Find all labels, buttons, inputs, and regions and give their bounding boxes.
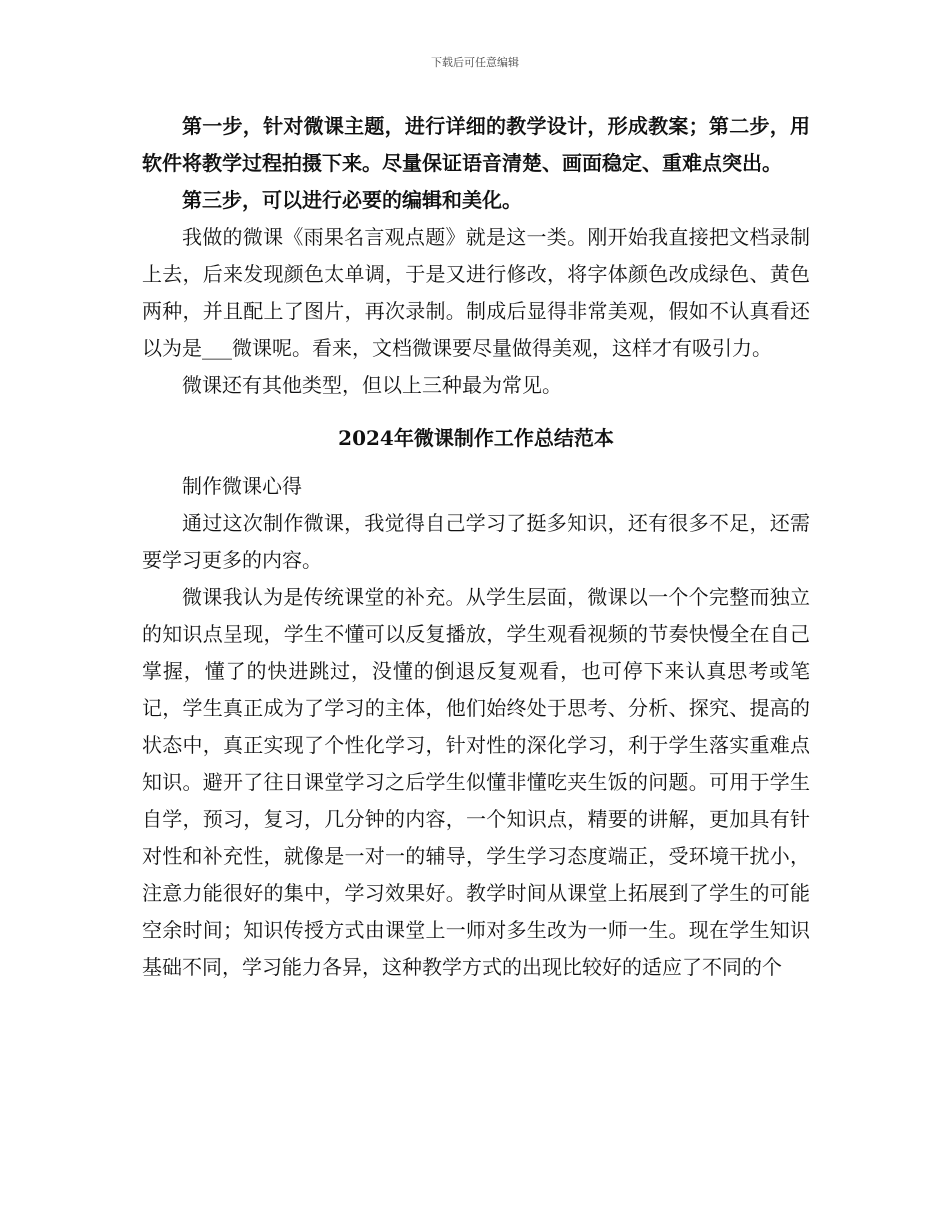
example-paragraph: 我做的微课《雨果名言观点题》就是这一类。刚开始我直接把文档录制上去，后来发现颜色太单调，于是又进行修改，将字体颜色改成绿色、黄色两种，并且配上了图片，再次录制。制成后显得非常美观，假如不认真看还以为是___微课呢。看来，文档微课要尽量做得美观，这样才有吸引力。 — [142, 225, 810, 360]
body-paragraph: 微课我认为是传统课堂的补充。从学生层面，微课以一个个完整而独立的知识点呈现，学生不懂可以反复播放，学生观看视频的节奏快慢全在自己掌握，懂了的快进跳过，没懂的倒退反复观看，也可停下来认真思考或笔记，学生真正成为了学习的主体，他们始终处于思考、分析、探究、提高的状态中，真正实现了个性化学习，针对性的深化学习，利于学生落实重难点知识。避开了往日课堂学习之后学生似懂非懂吃夹生饭的问题。可用于学生自学，预习，复习，几分钟的内容，一个知识点，精要的讲解，更加具有针对性和补充性，就像是一对一的辅导，学生学习态度端正，受环境干扰小，注意力能很好的集中，学习效果好。教学时间从课堂上拓展到了学生的可能空余时间；知识传授方式由课堂上一师对多生改为一师一生。现在学生知识基础不同，学习能力各异，这种教学方式的出现比较好的适应了不同的个 — [142, 585, 810, 979]
page-header-note: 下载后可任意编辑 — [431, 56, 519, 69]
step-three-paragraph: 第三步，可以进行必要的编辑和美化。 — [182, 188, 522, 212]
step-one-two-paragraph: 第一步，针对微课主题，进行详细的教学设计，形成教案；第二步，用软件将教学过程拍摄下来。尽量保证语音清楚、画面稳定、重难点突出。 — [142, 114, 810, 175]
intro-paragraph: 通过这次制作微课，我觉得自己学习了挺多知识，还有很多不足，还需要学习更多的内容。 — [142, 511, 810, 572]
section-title: 2024年微课制作工作总结范本 — [338, 426, 614, 450]
summary-paragraph: 微课还有其他类型，但以上三种最为常见。 — [182, 373, 562, 397]
subheading-paragraph: 制作微课心得 — [182, 474, 302, 498]
document-body — [142, 108, 810, 986]
